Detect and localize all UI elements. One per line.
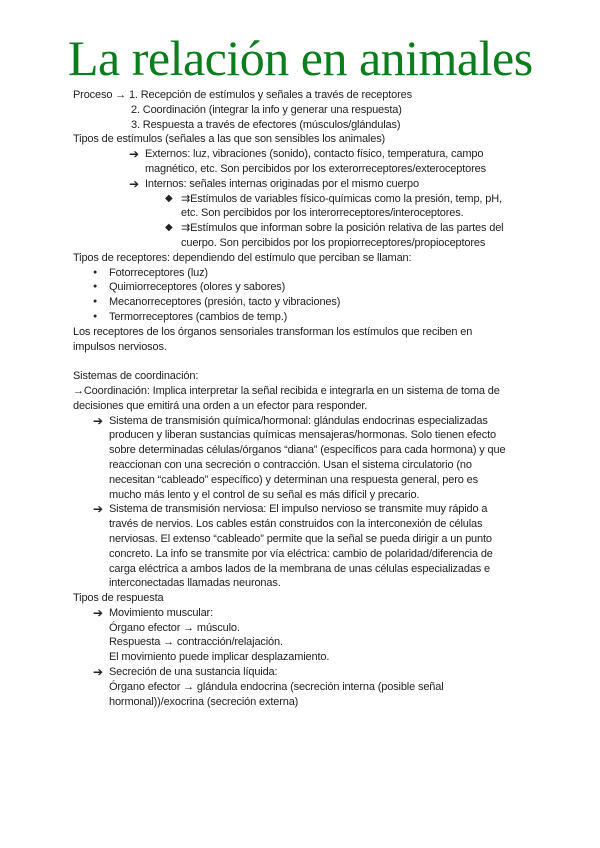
text-line: [0, 369, 600, 384]
text-line-content: Órgano efector → glándula endocrina (secreción interna (posible señal: [109, 680, 444, 693]
text-line: [0, 384, 600, 399]
text-line-content: 3. Respuesta a través de efectores (músculos/glándulas): [131, 118, 401, 131]
text-line: [0, 162, 600, 177]
text-line-content: impulsos nerviosos.: [73, 340, 167, 353]
arrow-icon: ➔: [93, 413, 103, 428]
text-line: [0, 591, 600, 606]
diamond-icon: ◆: [165, 222, 173, 234]
document-title: La relación en animales: [68, 30, 533, 86]
list-item: [0, 177, 600, 192]
bullet-icon: ●: [93, 312, 98, 320]
list-item: [0, 266, 600, 281]
list-item: [0, 414, 600, 429]
text-line: [0, 621, 600, 636]
list-item: [0, 221, 600, 236]
list-item-text: Movimiento muscular:: [109, 606, 213, 619]
list-item-text: Termorreceptores (cambios de temp.): [109, 310, 288, 323]
text-line: [0, 236, 600, 251]
text-line-content: El movimiento puede implicar desplazamiento.: [109, 651, 330, 664]
text-line-content: producen y liberan sustancias químicas mensajeras/hormonas. Solo tienen efecto: [109, 429, 496, 442]
text-line: [0, 517, 600, 532]
list-item: [0, 606, 600, 621]
diamond-icon: ◆: [165, 192, 173, 204]
bullet-icon: ●: [93, 283, 98, 291]
text-line-content: hormonal))/exocrina (secreción externa): [109, 695, 299, 708]
text-line: [0, 650, 600, 665]
text-line: [0, 132, 600, 147]
text-line: [0, 488, 600, 503]
text-line-content: cuerpo. Son percibidos por los propiorreceptores/propioceptores: [181, 236, 486, 249]
text-line: [0, 635, 600, 650]
text-line: [0, 399, 600, 414]
text-line: [0, 576, 600, 591]
text-line-content: carga eléctrica a ambos lados de la membrana de unas células especializadas e: [109, 562, 491, 575]
text-line-content: Respuesta → contracción/relajación.: [109, 636, 283, 649]
list-item: [0, 280, 600, 295]
list-item: [0, 502, 600, 517]
text-line-content: decisiones que emitirá una orden a un efector para responder.: [73, 399, 368, 412]
text-line-content: magnético, etc. Son percibidos por los exterorreceptores/exteroceptores: [145, 162, 486, 175]
text-line-content: Tipos de estímulos (señales a las que son sensibles los animales): [73, 133, 386, 146]
list-item: [0, 192, 600, 207]
arrow-icon: ➔: [129, 147, 139, 162]
text-line: [0, 473, 600, 488]
list-item-text: Sistema de transmisión nerviosa: El impulso nervioso se transmite muy rápido a: [109, 503, 488, 516]
text-line: [0, 680, 600, 695]
arrow-icon: ➔: [93, 665, 103, 680]
text-line: [0, 325, 600, 340]
text-line-content: Órgano efector → músculo.: [109, 621, 240, 634]
text-line: [0, 458, 600, 473]
bullet-icon: ●: [93, 268, 98, 276]
arrow-icon: ➔: [129, 176, 139, 191]
text-line-content: necesitan “cableado” específico) y determinan una respuesta general, pero es: [109, 473, 478, 486]
text-line: [0, 340, 600, 355]
text-line-content: Proceso → 1. Recepción de estímulos y señales a través de receptores: [73, 89, 412, 101]
list-item-text: ⇉Estímulos que informan sobre la posición relativa de las partes del: [181, 222, 504, 235]
list-item: [0, 310, 600, 325]
text-line: [0, 532, 600, 547]
text-line-content: Los receptores de los órganos sensoriales transforman los estímulos que reciben en: [73, 325, 473, 338]
text-line: [0, 695, 600, 710]
text-line-content: 2. Coordinación (integrar la info y generar una respuesta): [131, 103, 402, 116]
text-line-content: →Coordinación: Implica interpretar la señal recibida e integrarla en un sistema de toma de: [73, 384, 500, 397]
text-line-content: nerviosas. El extenso “cableado” permite que la señal se pueda dirigir a un punto: [109, 532, 492, 545]
arrow-icon: ➔: [93, 502, 103, 517]
list-item-text: Sistema de transmisión química/hormonal: glándulas endocrinas especializadas: [109, 414, 488, 427]
text-line-content: reaccionan con una secreción o contracción. Usan el sistema circulatorio (no: [109, 458, 472, 471]
text-line-content: interconectadas llamadas neuronas.: [109, 577, 281, 590]
arrow-icon: ➔: [93, 605, 103, 620]
text-line-content: través de nervios. Los cables están construidos con la interconexión de células: [109, 518, 483, 531]
text-line-content: etc. Son percibidos por los interorreceptores/interoceptores.: [181, 207, 464, 220]
list-item-text: Secreción de una sustancia líquida:: [109, 666, 278, 679]
text-line: [0, 206, 600, 221]
text-line: [0, 428, 600, 443]
list-item-text: Externos: luz, vibraciones (sonido), contacto físico, temperatura, campo: [145, 148, 484, 161]
text-line-content: Tipos de receptores: dependiendo del estímulo que perciban se llaman:: [73, 251, 412, 264]
text-line: [0, 354, 600, 369]
text-line: [0, 118, 600, 133]
text-line-content: mucho más lento y el control de su señal es más difícil y precario.: [109, 488, 420, 501]
text-line-content: Tipos de respuesta: [73, 592, 164, 605]
text-line: [0, 103, 600, 118]
bullet-icon: ●: [93, 298, 98, 306]
text-line: [0, 443, 600, 458]
text-line: [0, 547, 600, 562]
document-body: [0, 88, 600, 709]
list-item-text: Internos: señales internas originadas por el mismo cuerpo: [145, 177, 419, 190]
list-item: [0, 147, 600, 162]
list-item-text: Mecanorreceptores (presión, tacto y vibraciones): [109, 296, 341, 309]
text-line: [0, 562, 600, 577]
text-line-content: concreto. La info se transmite por vía eléctrica: cambio de polaridad/diferencia de: [109, 547, 493, 560]
list-item: [0, 665, 600, 680]
text-line-content: Sistemas de coordinación:: [73, 370, 199, 383]
list-item-text: ⇉Estímulos de variables físico-químicas como la presión, temp, pH,: [181, 192, 502, 205]
list-item: [0, 295, 600, 310]
list-item-text: Fotorreceptores (luz): [109, 266, 208, 279]
text-line: [0, 88, 600, 103]
list-item-text: Quimiorreceptores (olores y sabores): [109, 281, 286, 294]
text-line-content: sobre determinadas células/órganos “diana” (específicos para cada hormona) y que: [109, 444, 506, 457]
text-line: [0, 251, 600, 266]
